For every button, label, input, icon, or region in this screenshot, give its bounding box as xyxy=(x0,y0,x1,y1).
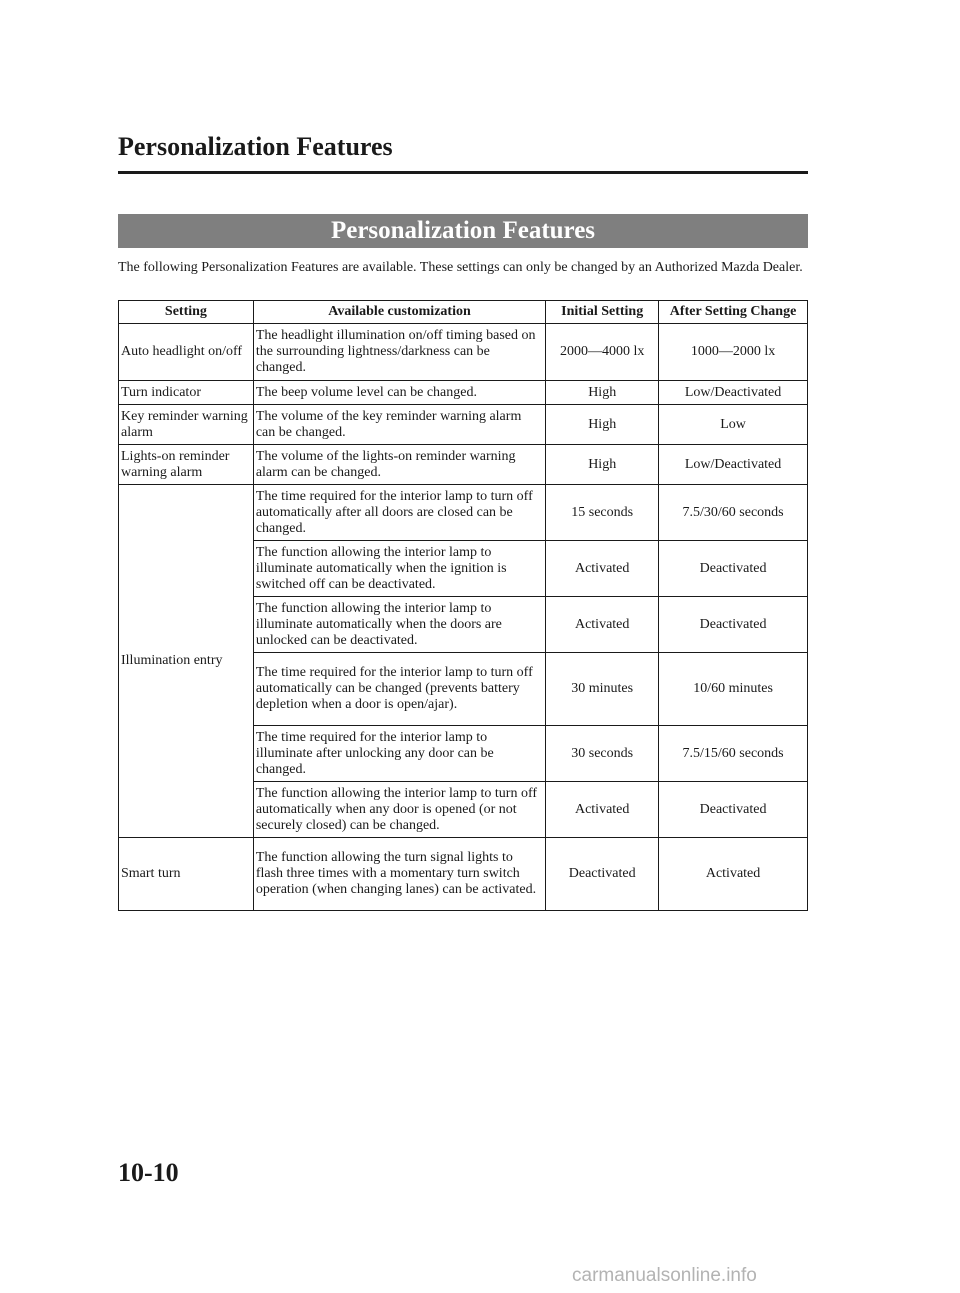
section-title-banner: Personalization Features xyxy=(118,214,808,248)
table-row xyxy=(119,485,808,541)
after-change-cell: Deactivated xyxy=(659,541,808,597)
initial-setting-cell: 15 seconds xyxy=(546,485,659,541)
initial-setting-cell: 30 seconds xyxy=(546,726,659,782)
customization-cell: The function allowing the interior lamp to turn off automatically when any door is opened (or not securely closed) can be changed. xyxy=(253,782,545,838)
site-watermark: carmanualsonline.info xyxy=(572,1265,757,1286)
running-header-title: Personalization Features xyxy=(118,132,393,161)
setting-cell: Turn indicator xyxy=(119,381,254,405)
initial-setting-cell: Activated xyxy=(546,541,659,597)
table-row xyxy=(119,405,808,445)
table-header-row xyxy=(119,301,808,324)
initial-setting-cell: Activated xyxy=(546,782,659,838)
initial-setting-cell: High xyxy=(546,405,659,445)
after-change-cell: Low xyxy=(659,405,808,445)
customization-cell: The volume of the lights-on reminder warning alarm can be changed. xyxy=(253,445,545,485)
after-change-cell: Low/Deactivated xyxy=(659,445,808,485)
setting-cell: Lights-on reminder warning alarm xyxy=(119,445,254,485)
page-number: 10-10 xyxy=(118,1158,179,1187)
setting-cell: Smart turn xyxy=(119,838,254,911)
table-row xyxy=(119,381,808,405)
customization-cell: The function allowing the interior lamp to illuminate automatically when the doors are unlocked can be deactivated. xyxy=(253,597,545,653)
setting-cell: Auto headlight on/off xyxy=(119,324,254,381)
table-row xyxy=(119,838,808,911)
column-header-customization: Available customization xyxy=(253,301,545,324)
table-row xyxy=(119,445,808,485)
customization-cell: The time required for the interior lamp to illuminate after unlocking any door can be changed. xyxy=(253,726,545,782)
column-header-after-change: After Setting Change xyxy=(659,301,808,324)
customization-cell: The function allowing the turn signal lights to flash three times with a momentary turn switch operation (when changing lanes) can be activated. xyxy=(253,838,545,911)
after-change-cell: 7.5/30/60 seconds xyxy=(659,485,808,541)
initial-setting-cell: 30 minutes xyxy=(546,653,659,726)
initial-setting-cell: Deactivated xyxy=(546,838,659,911)
personalization-features-table xyxy=(118,300,808,911)
after-change-cell: 10/60 minutes xyxy=(659,653,808,726)
customization-cell: The volume of the key reminder warning alarm can be changed. xyxy=(253,405,545,445)
customization-cell: The time required for the interior lamp to turn off automatically can be changed (prevents battery depletion when a door is open/ajar). xyxy=(253,653,545,726)
after-change-cell: Low/Deactivated xyxy=(659,381,808,405)
after-change-cell: 7.5/15/60 seconds xyxy=(659,726,808,782)
customization-cell: The beep volume level can be changed. xyxy=(253,381,545,405)
after-change-cell: Deactivated xyxy=(659,782,808,838)
after-change-cell: Deactivated xyxy=(659,597,808,653)
setting-cell: Key reminder warning alarm xyxy=(119,405,254,445)
after-change-cell: 1000―2000 lx xyxy=(659,324,808,381)
setting-cell-illumination-entry: Illumination entry xyxy=(119,485,254,838)
customization-cell: The time required for the interior lamp to turn off automatically after all doors are closed can be changed. xyxy=(253,485,545,541)
customization-cell: The headlight illumination on/off timing based on the surrounding lightness/darkness can be changed. xyxy=(253,324,545,381)
header-rule xyxy=(118,171,808,174)
initial-setting-cell: 2000―4000 lx xyxy=(546,324,659,381)
initial-setting-cell: High xyxy=(546,445,659,485)
customization-cell: The function allowing the interior lamp to illuminate automatically when the ignition is switched off can be deactivated. xyxy=(253,541,545,597)
column-header-setting: Setting xyxy=(119,301,254,324)
initial-setting-cell: Activated xyxy=(546,597,659,653)
after-change-cell: Activated xyxy=(659,838,808,911)
initial-setting-cell: High xyxy=(546,381,659,405)
table-row xyxy=(119,324,808,381)
column-header-initial-setting: Initial Setting xyxy=(546,301,659,324)
intro-paragraph: The following Personalization Features are available. These settings can only be changed by an Authorized Mazda Dealer. xyxy=(118,260,803,275)
